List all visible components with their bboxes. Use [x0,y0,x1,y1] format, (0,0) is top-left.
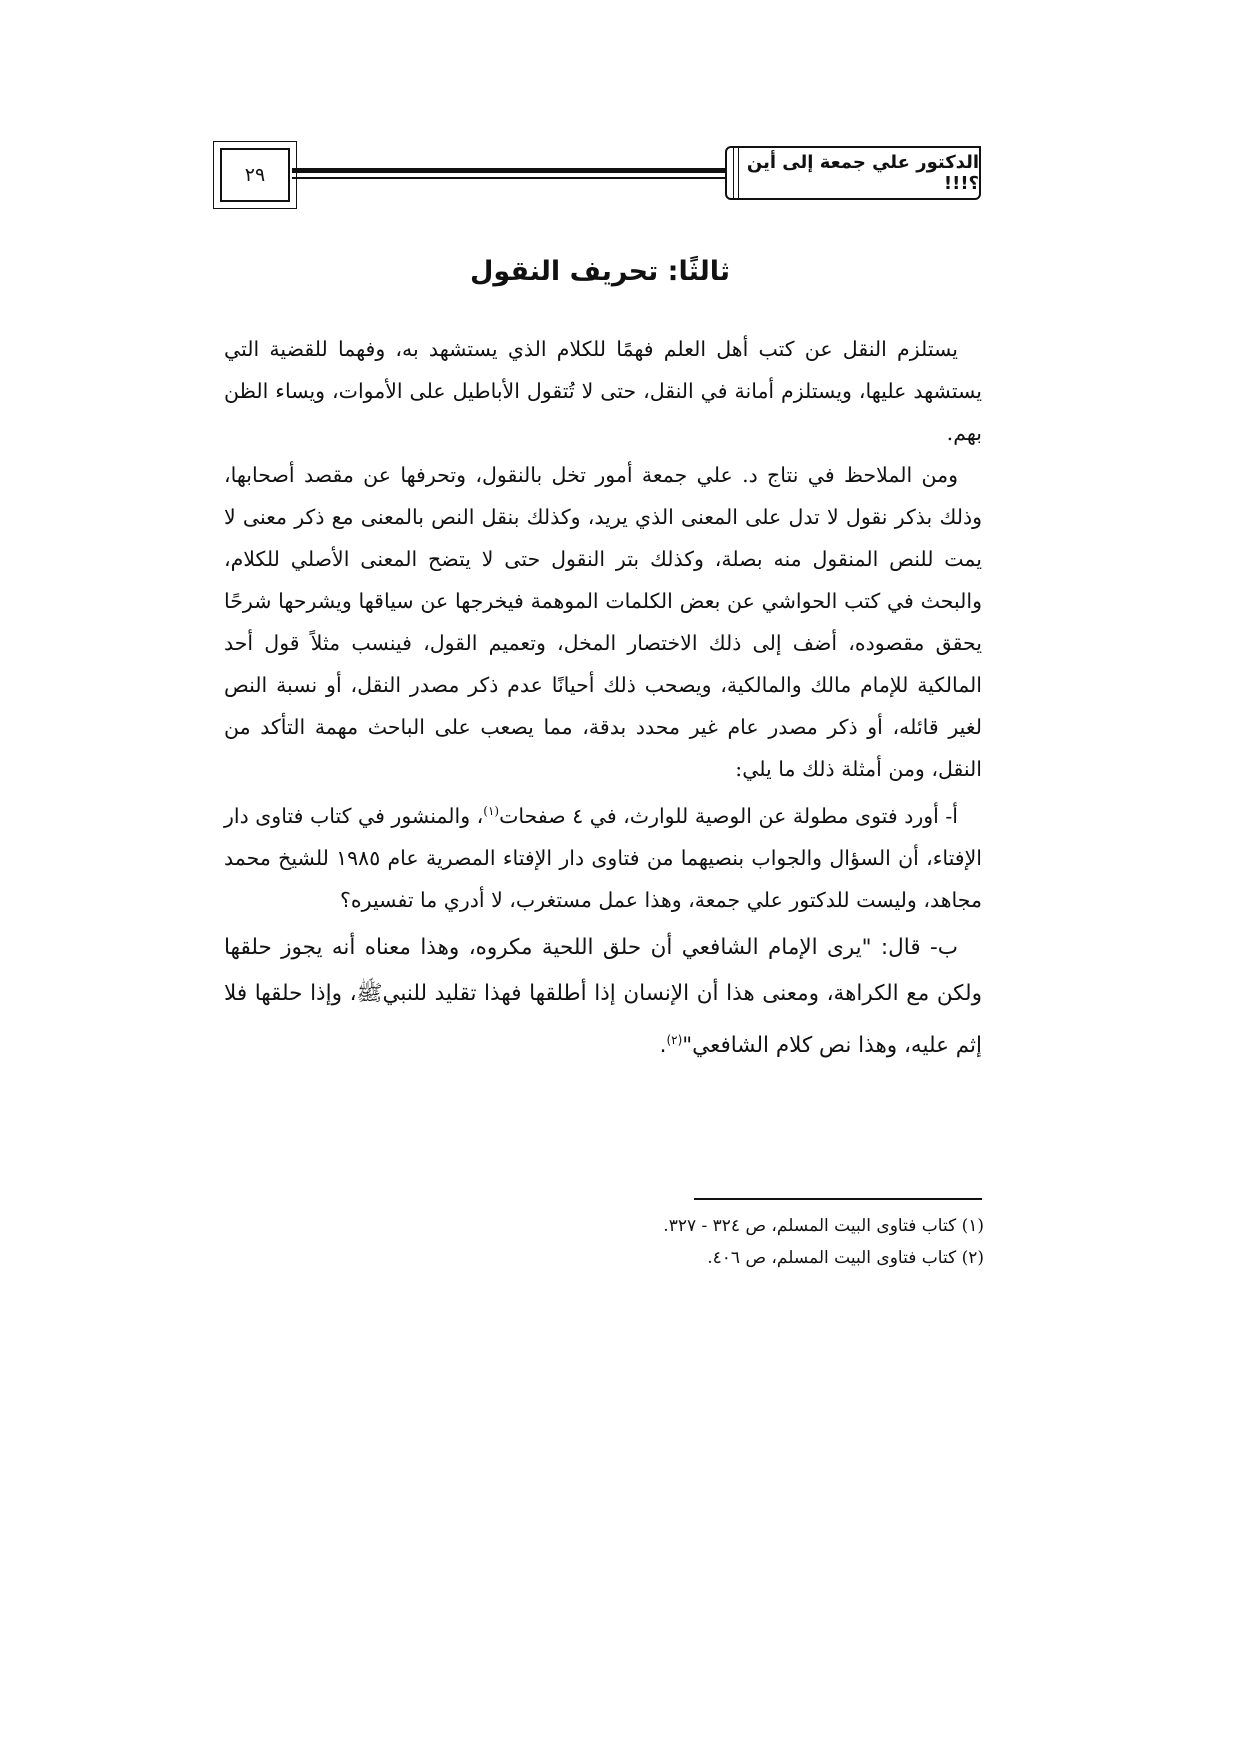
header-rule-thin [292,177,727,179]
page-number-box [220,148,290,202]
item-b [224,925,982,1069]
item-a-text-cont: ، والمنشور في كتاب فتاوى دار الإفتاء، أن السؤال والجواب بنصيهما من فتاوى دار الإفتاء المصرية عام ١٩٨٥ للشيخ محمد مجاهد، وليست للدكتور علي جمعة، وهذا عمل مستغرب، لا أدري ما تفسيره؟ [224,803,982,912]
item-a [224,790,982,921]
page-header [220,140,980,208]
section-title: ثالثًا: تحريف النقول [469,256,731,287]
book-title-box [725,146,981,200]
book-title: الدكتور علي جمعة إلى أين ؟!!! [746,152,979,194]
paragraph-1: يستلزم النقل عن كتب أهل العلم فهمًا للكلام الذي يستشهد به، وفهما للقضية التي يستشهد عليها، ويستلزم أمانة في النقل، حتى لا تُتقول الأباطيل على الأموات، ويساء الظن بهم. [224,337,982,445]
body-text [224,328,982,1069]
paragraph-2: ومن الملاحظ في نتاج د. علي جمعة أمور تخل بالنقول، وتحرفها عن مقصد أصحابها، وذلك بذكر نقول لا تدل على المعنى الذي يريد، وكذلك بنقل النص بالمعنى مع ذكر معنى لا يمت للنص المنقول منه بصلة، وكذلك بتر النقول حتى لا يتضح المعنى الأصلي للكلام، والبحث في كتب الحواشي عن بعض الكلمات الموهمة فيخرجها عن سياقها ويشرحها شرحًا يحقق مقصوده، أضف إلى ذلك الاختصار المخل، وتعميم القول، فينسب مثلاً قول أحد المالكية للإمام مالك والمالكية، ويصحب ذلك أحيانًا عدم ذكر مصدر النقل، أو نسبة النص لغير قائله، أو ذكر مصدر عام غير محدد بدقة، مما يصعب على الباحث مهمة التأكد من النقل، ومن أمثلة ذلك ما يلي: [224,463,982,781]
footnotes [663,1210,984,1274]
item-a-text: أ- أورد فتوى مطولة عن الوصية للوارث، في ٤ صفحات [499,803,958,828]
footnote-separator [694,1198,982,1200]
footnote-1: (١) كتاب فتاوى البيت المسلم، ص ٣٢٤ - ٣٢٧. [663,1216,984,1236]
item-b-end: . [659,1032,667,1058]
page-number: ٢٩ [244,164,266,186]
footnote-2: (٢) كتاب فتاوى البيت المسلم، ص ٤٠٦. [707,1248,984,1268]
header-rule [292,168,727,173]
item-b-text: ب- قال: "يرى الإمام الشافعي أن حلق اللحية مكروه، وهذا معناه أنه يجوز حلقها ولكن مع الكراهة، ومعنى هذا أن الإنسان إذا أطلقها فهذا تقليد للنبيﷺ، وإذا حلقها فلا إثم عليه، وهذا نص كلام الشافعي" [224,934,982,1058]
footnote-ref-2: (٢) [666,1032,683,1047]
footnote-ref-1: (١) [483,804,500,818]
